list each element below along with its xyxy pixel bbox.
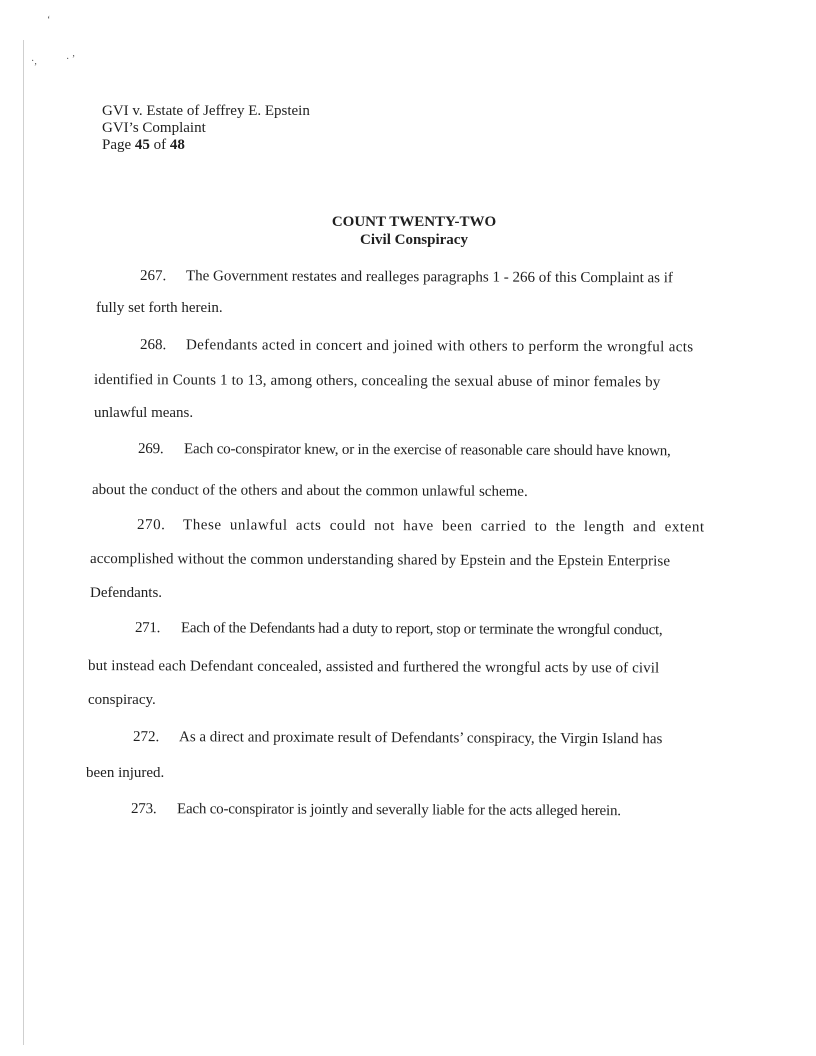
paragraph-line: The Government restates and realleges paragraphs 1 - 266 of this Complaint as if (185, 268, 673, 287)
page-number: 45 (134, 137, 150, 153)
page-total: 48 (169, 137, 185, 153)
paragraph-line: identified in Counts 1 to 13, among others, concealing the sexual abuse of minor females by (93, 372, 661, 391)
paragraph-number: 268. (139, 337, 167, 354)
paragraph-line: Defendants acted in concert and joined with others to perform the wrongful acts (185, 337, 694, 356)
paragraph-line: These unlawful acts could not have been carried to the length and extent (182, 517, 705, 536)
count-title: COUNT TWENTY-TWO (331, 214, 497, 230)
count-heading (0, 213, 816, 249)
paragraph-line: unlawful means. (94, 405, 194, 421)
paragraph-line: Defendants. (90, 585, 163, 601)
paragraph-number: 267. (139, 268, 167, 285)
paragraph-number: 270. (136, 517, 166, 534)
paragraph-line: conspiracy. (88, 692, 156, 708)
case-caption: GVI v. Estate of Jeffrey E. Epstein (102, 103, 310, 119)
page-indicator (102, 137, 310, 154)
paragraph-number: 273. (130, 801, 157, 818)
page-prefix: Page (102, 137, 132, 153)
paragraph-line: Each of the Defendants had a duty to report, stop or terminate the wrongful conduct, (180, 620, 663, 639)
paragraph-line: but instead each Defendant concealed, assisted and furthered the wrongful acts by use of civil (87, 658, 660, 677)
paragraph-line: accomplished without the common understanding shared by Epstein and the Epstein Enterprise (89, 551, 671, 570)
scan-speck: ·, (31, 56, 37, 67)
paragraph-line: been injured. (86, 765, 165, 781)
paragraph-line: Each co-conspirator knew, or in the exercise of reasonable care should have known, (183, 441, 671, 460)
count-subtitle: Civil Conspiracy (360, 232, 468, 248)
paragraph-number: 269. (137, 441, 164, 458)
paragraph-line: As a direct and proximate result of Defendants’ conspiracy, the Virgin Island has (178, 729, 663, 748)
scan-speck: ‘ (47, 15, 51, 26)
document-name: GVI’s Complaint (102, 120, 206, 136)
paragraph-line: Each co-conspirator is jointly and severally liable for the acts alleged herein. (176, 801, 621, 820)
paragraph-number: 271. (134, 620, 161, 637)
scan-edge-line (23, 40, 24, 1045)
page-of: of (153, 137, 167, 153)
paragraph-line: about the conduct of the others and about the common unlawful scheme. (91, 482, 528, 500)
paragraph-line: fully set forth herein. (96, 300, 223, 316)
scan-speck: · ’ (66, 54, 76, 65)
case-header (102, 103, 310, 154)
paragraph-number: 272. (132, 729, 160, 746)
